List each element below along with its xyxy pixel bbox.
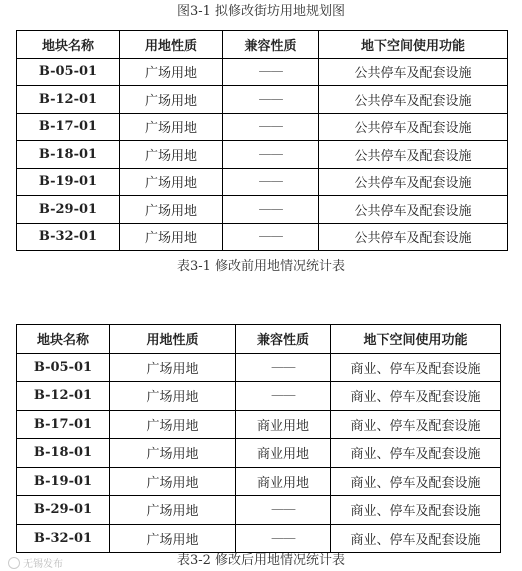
cell-land-use: 广场用地	[110, 382, 236, 411]
table2-caption: 表3-2 修改后用地情况统计表	[176, 553, 346, 568]
cell-compatible-use: 商业用地	[236, 439, 331, 468]
cell-parcel-id: B-18-01	[17, 439, 110, 468]
cell-parcel-id: B-29-01	[17, 196, 120, 224]
table-after-modification	[16, 324, 501, 553]
table-row	[17, 353, 501, 382]
cell-parcel-id: B-17-01	[17, 113, 120, 141]
cell-land-use: 广场用地	[110, 496, 236, 525]
table-header-row	[17, 31, 508, 59]
table-row	[17, 168, 508, 196]
cell-land-use: 广场用地	[120, 223, 223, 251]
cell-parcel-id: B-18-01	[17, 141, 120, 169]
cell-parcel-id: B-12-01	[17, 382, 110, 411]
table-row	[17, 86, 508, 114]
cell-parcel-id: B-12-01	[17, 86, 120, 114]
cell-parcel-id: B-05-01	[17, 353, 110, 382]
table-row	[17, 382, 501, 411]
cell-land-use: 广场用地	[120, 168, 223, 196]
cell-underground-function: 公共停车及配套设施	[319, 196, 508, 224]
header-compatible-use: 兼容性质	[223, 31, 319, 59]
table-row	[17, 439, 501, 468]
cell-underground-function: 商业、停车及配套设施	[331, 524, 501, 553]
table-row	[17, 496, 501, 525]
weibo-logo-icon	[8, 557, 20, 569]
header-underground-function: 地下空间使用功能	[331, 325, 501, 354]
cell-land-use: 广场用地	[120, 196, 223, 224]
cell-land-use: 广场用地	[120, 141, 223, 169]
cell-compatible-use: ——	[223, 196, 319, 224]
cell-compatible-use: ——	[223, 141, 319, 169]
cell-underground-function: 商业、停车及配套设施	[331, 496, 501, 525]
cell-compatible-use: ——	[223, 223, 319, 251]
figure-caption: 图3-1 拟修改街坊用地规划图	[176, 4, 346, 19]
table-row	[17, 223, 508, 251]
table-row	[17, 467, 501, 496]
header-underground-function: 地下空间使用功能	[319, 31, 508, 59]
cell-parcel-id: B-32-01	[17, 223, 120, 251]
cell-underground-function: 公共停车及配套设施	[319, 113, 508, 141]
cell-underground-function: 商业、停车及配套设施	[331, 467, 501, 496]
cell-underground-function: 商业、停车及配套设施	[331, 439, 501, 468]
cell-parcel-id: B-19-01	[17, 467, 110, 496]
cell-land-use: 广场用地	[110, 410, 236, 439]
cell-compatible-use: ——	[236, 524, 331, 553]
cell-compatible-use: ——	[236, 382, 331, 411]
cell-compatible-use: 商业用地	[236, 467, 331, 496]
cell-underground-function: 商业、停车及配套设施	[331, 353, 501, 382]
table-row	[17, 58, 508, 86]
header-parcel-name: 地块名称	[17, 325, 110, 354]
cell-compatible-use: ——	[236, 496, 331, 525]
cell-underground-function: 公共停车及配套设施	[319, 168, 508, 196]
cell-compatible-use: 商业用地	[236, 410, 331, 439]
table-row	[17, 410, 501, 439]
header-land-use: 用地性质	[110, 325, 236, 354]
cell-compatible-use: ——	[223, 86, 319, 114]
cell-underground-function: 公共停车及配套设施	[319, 86, 508, 114]
cell-land-use: 广场用地	[110, 467, 236, 496]
cell-compatible-use: ——	[223, 113, 319, 141]
header-land-use: 用地性质	[120, 31, 223, 59]
cell-parcel-id: B-19-01	[17, 168, 120, 196]
table-before-modification	[16, 30, 508, 251]
cell-land-use: 广场用地	[120, 113, 223, 141]
cell-underground-function: 公共停车及配套设施	[319, 58, 508, 86]
cell-underground-function: 公共停车及配套设施	[319, 141, 508, 169]
table-header-row	[17, 325, 501, 354]
cell-parcel-id: B-17-01	[17, 410, 110, 439]
cell-parcel-id: B-29-01	[17, 496, 110, 525]
cell-parcel-id: B-32-01	[17, 524, 110, 553]
table-row	[17, 141, 508, 169]
table-row	[17, 524, 501, 553]
cell-underground-function: 商业、停车及配套设施	[331, 382, 501, 411]
cell-parcel-id: B-05-01	[17, 58, 120, 86]
cell-land-use: 广场用地	[110, 353, 236, 382]
cell-land-use: 广场用地	[110, 439, 236, 468]
cell-land-use: 广场用地	[120, 86, 223, 114]
cell-compatible-use: ——	[236, 353, 331, 382]
header-compatible-use: 兼容性质	[236, 325, 331, 354]
header-parcel-name: 地块名称	[17, 31, 120, 59]
table-row	[17, 113, 508, 141]
table-row	[17, 196, 508, 224]
cell-compatible-use: ——	[223, 168, 319, 196]
table1-caption: 表3-1 修改前用地情况统计表	[176, 259, 346, 274]
cell-land-use: 广场用地	[110, 524, 236, 553]
cell-compatible-use: ——	[223, 58, 319, 86]
cell-underground-function: 商业、停车及配套设施	[331, 410, 501, 439]
cell-underground-function: 公共停车及配套设施	[319, 223, 508, 251]
watermark-text: 无锡发布	[23, 559, 63, 570]
watermark	[8, 555, 63, 570]
cell-land-use: 广场用地	[120, 58, 223, 86]
